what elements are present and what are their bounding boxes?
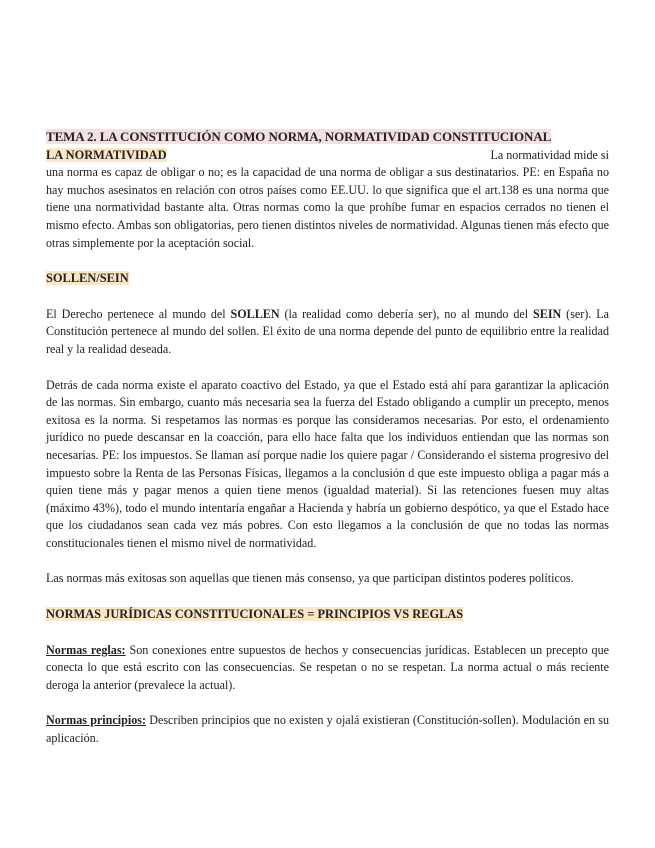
consenso-paragraph: Las normas más exitosas son aquellas que tienen más consenso, ya que participan distintos poderes políticos. — [46, 571, 574, 586]
normatividad-lead: La normatividad mide si — [490, 147, 609, 162]
sollen-paragraph: El Derecho pertenece al mundo del SOLLEN (la realidad como debería ser), no al mundo del SEIN (ser). La Constitución pertenece al mundo del sollen. El éxito de una norma depende del punto de equilibrio entre la realidad real y la realidad deseada. — [46, 306, 610, 356]
heading-sollen-sein: SOLLEN/SEIN — [46, 271, 129, 286]
sollen-term: SOLLEN — [230, 306, 280, 321]
normatividad-body: una norma es capaz de obligar o no; es la capacidad de una norma de obligar a sus destinatarios. PE: en España no hay muchos asesinatos en relación con otros países como EE.UU. lo que significa que el art.138 es una norma que tiene una normatividad bastante alta. Otras normas como la que prohíbe fumar en espacios cerrados no tienen el mismo efecto. Ambas son obligatorias, pero tienen distintos niveles de normatividad. Algunas tienen más efecto que otras simplemente por la aceptación social. — [46, 165, 609, 250]
coaccion-paragraph: Detrás de cada norma existe el aparato coactivo del Estado, ya que el Estado está ahí para garantizar la aplicación de las normas. Sin embargo, cuanto más necesaria sea la fuerza del Estado obligando a cumplir un precepto, menos exitosa es la norma. Si respetamos las normas es porque las consideramos necesarias. Por esto, el ordenamiento jurídico no puede descansar en la coacción, para ello hace falta que los individuos entiendan que las normas son necesarias. PE: los impuestos. Se llaman así porque nadie los quiere pagar / Considerando el sistema progresivo del impuesto sobre la Renta de las Personas Físicas, llegamos a la conclusión d que este impuesto obliga a pagar más a quien tiene más y pagar menos a quien tiene menos (igualdad material). Si las retenciones fuesen muy altas (máximo 43%), todo el mundo intentaría engañar a Hacienda y habría un gobierno despótico, ya que el Estado hace que los ciudadanos sean cada vez más pobres. Con esto llegamos a la conclusión de que no todas las normas constitucionales tienen el mismo nivel de normatividad. — [46, 377, 609, 550]
doc-title: TEMA 2. LA CONSTITUCIÓN COMO NORMA, NORMATIVIDAD CONSTITUCIONAL — [46, 129, 552, 144]
heading-normas-line — [46, 606, 609, 624]
normas-principios-label: Normas principios: — [46, 713, 146, 728]
sein-term: SEIN — [533, 306, 562, 321]
heading-normas-juridicas: NORMAS JURÍDICAS CONSTITUCIONALES = PRINCIPIOS VS REGLAS — [46, 607, 464, 622]
constitucion-sollen-text: La Constitución pertenece al mundo del sollen. El éxito de una norma depende del punto de equilibrio entre la realidad real y la realidad deseada. — [46, 306, 610, 356]
heading-sollen-sein-line — [46, 270, 609, 288]
heading-normatividad: LA NORMATIVIDAD — [46, 147, 167, 162]
normas-reglas-paragraph: Normas reglas: Son conexiones entre supuestos de hechos y consecuencias jurídicas. Establecen un precepto que conecta lo que está escrito con las consecuencias. Se respetan o no se respetan. La norma actual o más reciente deroga la anterior (prevalece la actual). — [46, 642, 609, 692]
normas-principios-paragraph: Normas principios: Describen principios que no existen y ojalá existieran (Constitución-sollen). Modulación en su aplicación. — [46, 713, 610, 746]
normas-reglas-label: Normas reglas: — [46, 642, 126, 657]
document-content — [46, 128, 609, 748]
normatividad-paragraph — [46, 147, 609, 253]
